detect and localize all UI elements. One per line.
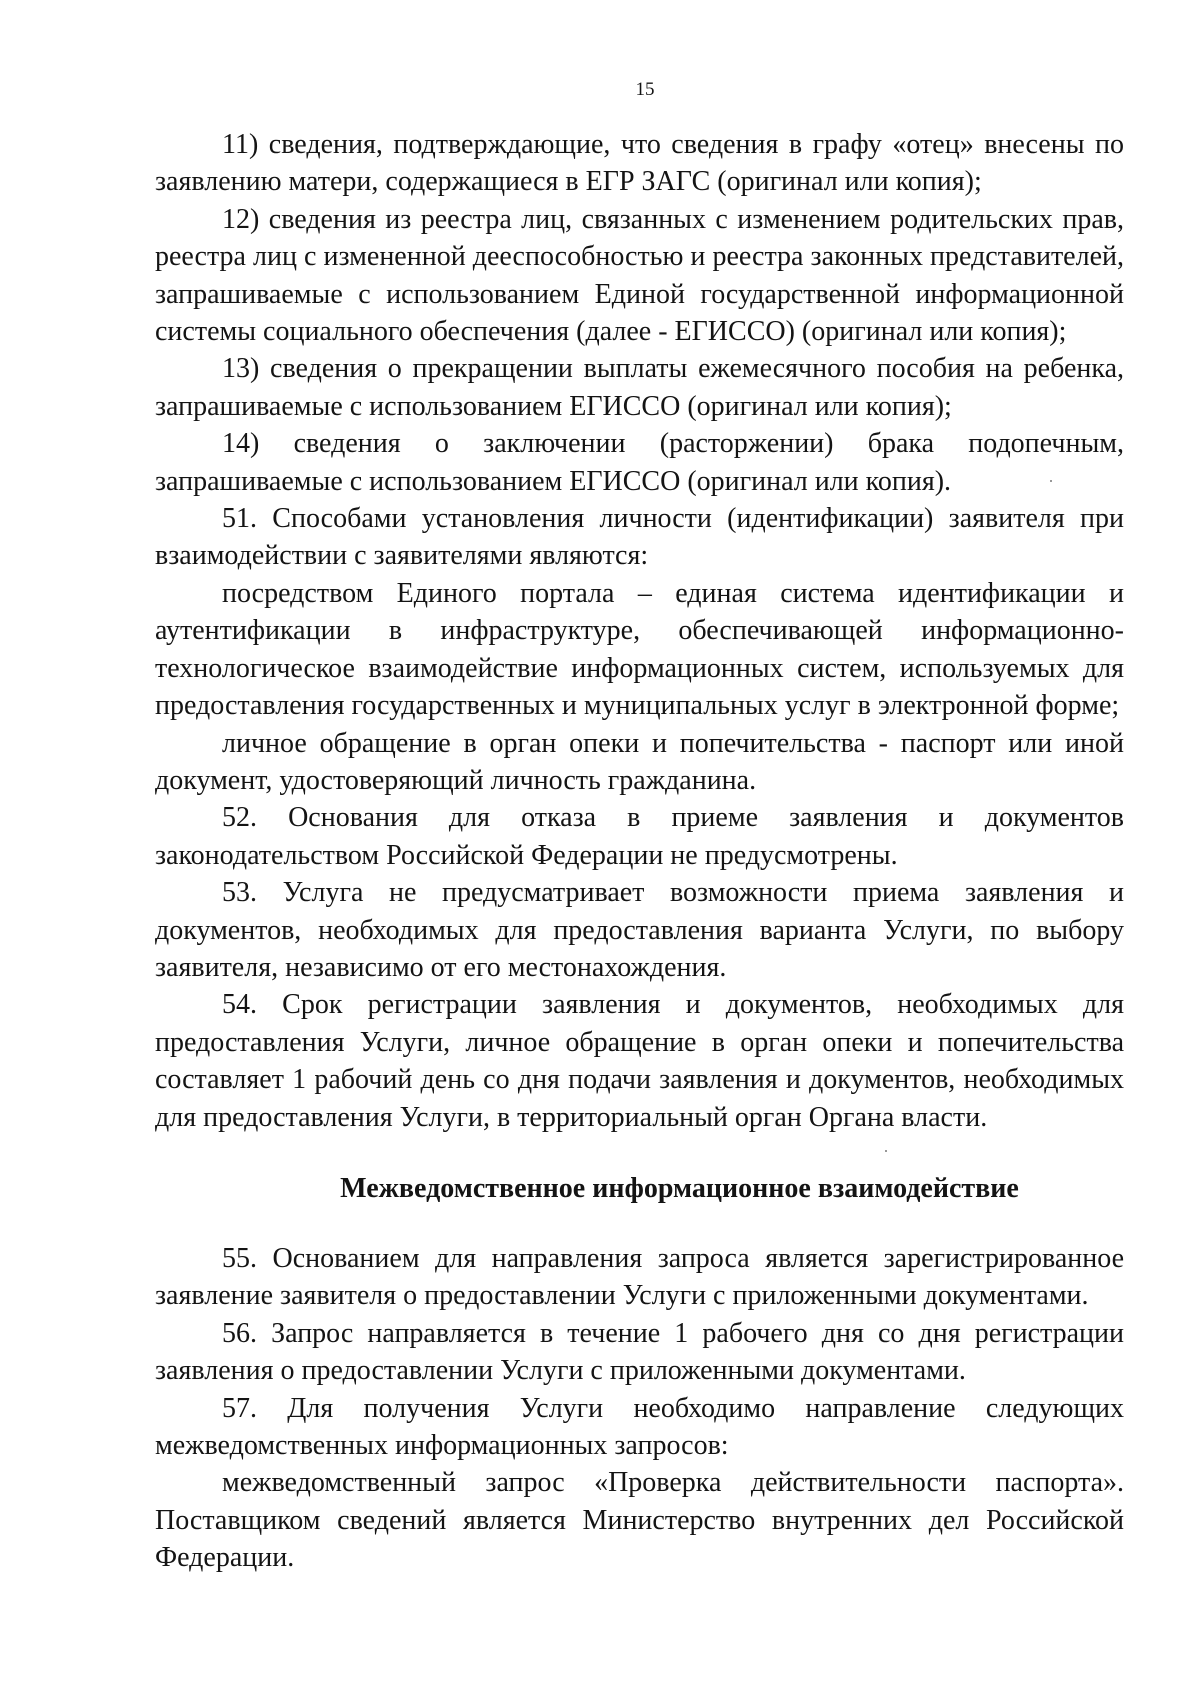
body-text-bottom — [155, 1240, 1124, 1577]
paragraph-item-14: 14) сведения о заключении (расторжении) брака подопечным, запрашиваемые с использованием ЕГИССО (оригинал или копия). — [155, 428, 1124, 497]
paragraph-55: 55. Основанием для направления запроса является зарегистрированное заявление заявителя о предоставлении Услуги с приложенными документами. — [155, 1243, 1124, 1312]
body-text-top — [155, 126, 1124, 1136]
paragraph-51-portal: посредством Единого портала – единая система идентификации и аутентификации в инфраструктуре, обеспечивающей информационно-технологическое взаимодействие информационных систем, используемых для предоставления государственных и муниципальных услуг в электронной форме; — [155, 577, 1124, 722]
paragraph-51: 51. Способами установления личности (идентификации) заявителя при взаимодействии с заявителями являются: — [155, 503, 1124, 572]
scan-speck — [885, 1150, 887, 1152]
paragraph-57: 57. Для получения Услуги необходимо направление следующих межведомственных информационных запросов: — [155, 1392, 1124, 1462]
paragraph-53: 53. Услуга не предусматривает возможности приема заявления и документов, необходимых для предоставления варианта Услуги, по выбору заявителя, независимо от его местонахождения. — [155, 877, 1124, 983]
paragraph-52: 52. Основания для отказа в приеме заявления и документов законодательством Российской Федерации не предусмотрены. — [155, 802, 1124, 871]
paragraph-item-11: 11) сведения, подтверждающие, что сведения в графу «отец» внесены по заявлению матери, содержащиеся в ЕГР ЗАГС (оригинал или копия); — [155, 129, 1124, 198]
section-heading: Межведомственное информационное взаимодействие — [340, 1173, 1019, 1204]
scan-speck — [1050, 480, 1052, 482]
paragraph-56: 56. Запрос направляется в течение 1 рабочего дня со дня регистрации заявления о предоставлении Услуги с приложенными документами. — [155, 1317, 1124, 1387]
page-number: 15 — [635, 79, 655, 100]
paragraph-57-passport: межведомственный запрос «Проверка действительности паспорта». Поставщиком сведений является Министерство внутренних дел Российской Федерации. — [155, 1467, 1124, 1574]
paragraph-51-personal: личное обращение в орган опеки и попечительства - паспорт или иной документ, удостоверяющий личность гражданина. — [155, 727, 1124, 796]
paragraph-item-12: 12) сведения из реестра лиц, связанных с изменением родительских прав, реестра лиц с измененной дееспособностью и реестра законных представителей, запрашиваемые с использованием Единой государственной информационной системы социального обеспечения (далее - ЕГИССО) (оригинал или копия); — [155, 203, 1124, 348]
paragraph-item-13: 13) сведения о прекращении выплаты ежемесячного пособия на ребенка, запрашиваемые с использованием ЕГИССО (оригинал или копия); — [155, 353, 1124, 422]
paragraph-54: 54. Срок регистрации заявления и документов, необходимых для предоставления Услуги, личное обращение в орган опеки и попечительства составляет 1 рабочий день со дня подачи заявления и документов, необходимых для предоставления Услуги, в территориальный орган Органа власти. — [155, 989, 1124, 1133]
